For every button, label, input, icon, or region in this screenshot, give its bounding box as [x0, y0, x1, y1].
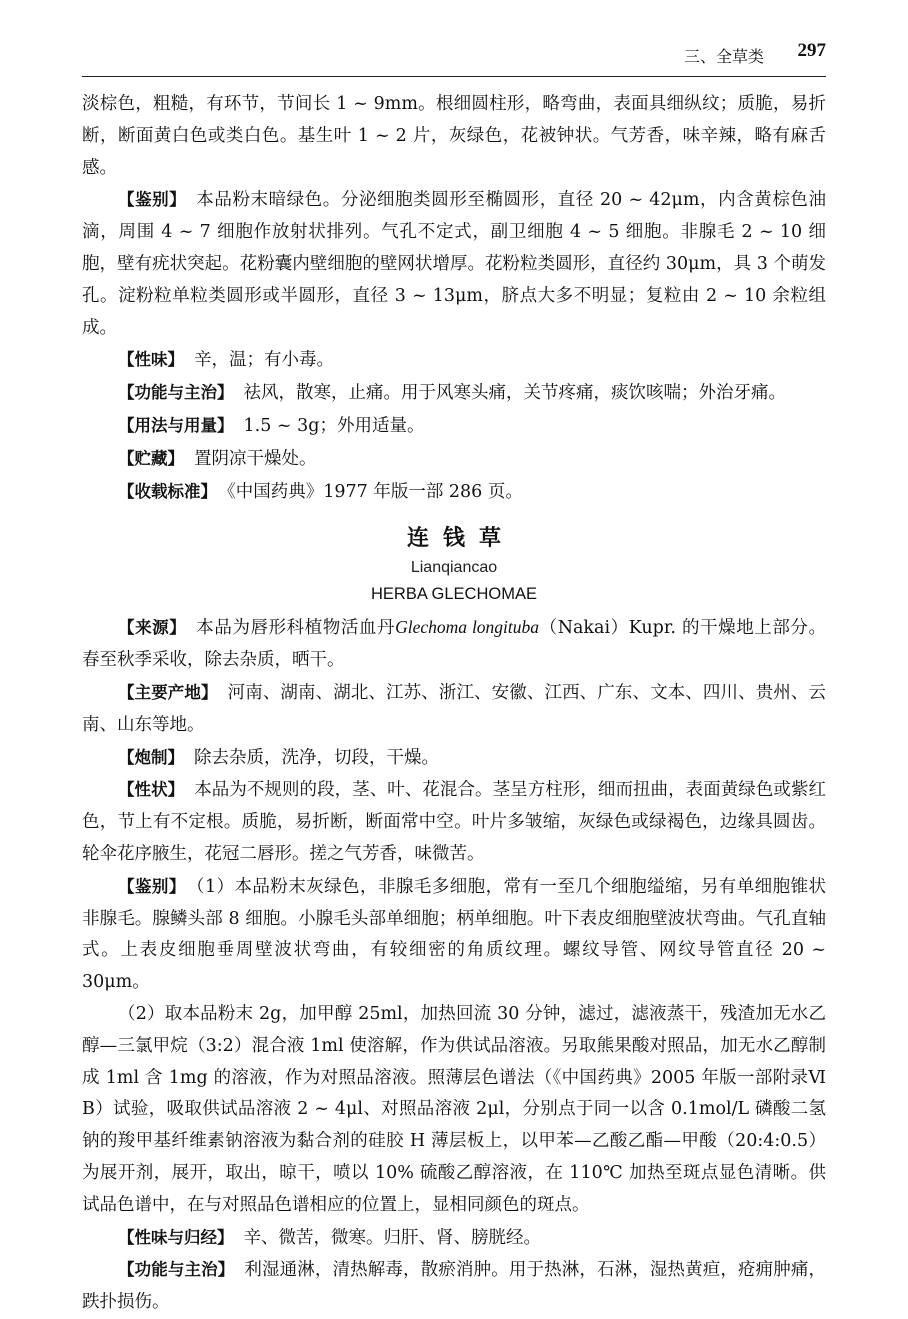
section-text: 祛风，散寒，止痛。用于风寒头痛，关节疼痛，痰饮咳喘；外治牙痛。: [243, 383, 786, 404]
section-name: 三、全草类: [683, 47, 764, 66]
section-label: 【用法与用量】: [118, 415, 234, 435]
section-text: 1.5 ~ 3g；外用适量。: [243, 415, 425, 436]
prev-function: [82, 377, 826, 410]
prev-standard: [82, 476, 826, 509]
section-text: 辛，温；有小毒。: [194, 350, 334, 371]
section-text: （Nakai）Kupr. 的干燥地上部分。春至秋季采收，除去杂质，晒干。: [82, 618, 827, 671]
page-body: [82, 89, 826, 1319]
section-label: 【主要产地】: [118, 682, 218, 702]
section-label: 【贮藏】: [118, 448, 184, 468]
section-text: （1）本品粉末灰绿色，非腺毛多细胞，常有一至几个细胞缢缩，另有单细胞锥状非腺毛。腺鳞头部 8 细胞。小腺毛头部单细胞；柄单细胞。叶下表皮细胞壁波状弯曲。气孔直轴式。上表皮细胞垂周壁波状弯曲，有较细密的角质纹理。螺纹导管、网纹导管直径 20 ~ 30μm。: [82, 876, 827, 993]
section-text: 《中国药典》1977 年版一部 286 页。: [227, 481, 523, 502]
running-header: [82, 38, 826, 77]
entry-processing: [82, 742, 826, 775]
entry-pinyin: Lianqiancao: [410, 559, 498, 577]
entry-title: 连钱草: [406, 526, 515, 552]
entry-source: [82, 612, 826, 677]
entry-heading: [82, 522, 826, 608]
entry-nature: [82, 1222, 826, 1255]
section-label: 【功能与主治】: [118, 383, 234, 403]
section-text: 本品粉末暗绿色。分泌细胞类圆形至椭圆形，直径 20 ~ 42μm，内含黄棕色油滴，周围 4 ~ 7 细胞作放射状排列。气孔不定式，副卫细胞 4 ~ 5 细胞。非腺毛 2 ~ 10 细胞，壁有疣状突起。花粉囊内壁细胞的壁网状增厚。花粉粒类圆形，直径约 30μm，具 3 个萌发孔。淀粉粒单粒类圆形或半圆形，直径 3 ~ 13μm，脐点大多不明显；复粒由 2 ~ 10 余粒组成。: [82, 190, 826, 338]
section-text: 利湿通淋，清热解毒，散瘀消肿。用于热淋，石淋，湿热黄疸，疮痈肿痛，跌扑损伤。: [82, 1260, 827, 1313]
page: [82, 38, 826, 1319]
section-label: 【收载标准】: [118, 481, 217, 501]
section-label: 【性状】: [118, 780, 185, 800]
section-label: 【鉴别】: [118, 190, 187, 210]
prev-identification: [82, 184, 826, 344]
entry-character: [82, 774, 826, 870]
section-label: 【鉴别】: [118, 876, 186, 896]
entry-identification: [82, 871, 826, 999]
species-name: Glechoma longituba: [395, 617, 540, 638]
prev-nature: [82, 344, 826, 377]
entry-origin: [82, 677, 826, 742]
prev-usage: [82, 410, 826, 443]
section-label: 【功能与主治】: [118, 1260, 235, 1280]
entry-latin-name: HERBA GLECHOMAE: [371, 585, 537, 604]
section-label: 【性味与归经】: [118, 1227, 234, 1247]
section-label: 【性味】: [118, 350, 184, 370]
continuation-paragraph: 淡棕色，粗糙，有环节，节间长 1 ~ 9mm。根细圆柱形，略弯曲，表面具细纵纹；质脆，易折断，断面黄白色或类白色。基生叶 1 ~ 2 片，灰绿色，花被钟状。气芳香，味辛辣，略有麻舌感。: [82, 94, 826, 178]
section-text: 置阴凉干燥处。: [194, 448, 317, 469]
entry-function: [82, 1254, 826, 1319]
section-text: 本品为不规则的段，茎、叶、花混合。茎呈方柱形，细而扭曲，表面黄绿色或紫红色，节上有不定根。质脆，易折断，断面常中空。叶片多皱缩，灰绿色或绿褐色，边缘具圆齿。轮伞花序腋生，花冠二唇形。搓之气芳香，味微苦。: [82, 780, 827, 864]
entry-identification-2: （2）取本品粉末 2g，加甲醇 25ml，加热回流 30 分钟，滤过，滤液蒸干，残渣加无水乙醇—三氯甲烷（3:2）混合液 1ml 使溶解，作为供试品溶液。另取熊果酸对照品，加无水乙醇制成 1ml 含 1mg 的溶液，作为对照品溶液。照薄层色谱法（《中国药典》2005 年版一部附录Ⅵ B）试验，吸取供试品溶液 2 ~ 4μl、对照品溶液 2μl，分别点于同一以含 0.1mol/L 磷酸二氢钠的羧甲基纤维素钠溶液为黏合剂的硅胶 H 薄层板上，以甲苯—乙酸乙酯—甲酸（20:4:0.5）为展开剂，展开，取出，晾干，喷以 10% 硫酸乙醇溶液，在 110℃ 加热至斑点显色清晰。供试品色谱中，在与对照品色谱相应的位置上，显相同颜色的斑点。: [82, 1003, 826, 1215]
section-text: 除去杂质，洗净，切段，干燥。: [194, 747, 439, 768]
section-text: 辛、微苦，微寒。归肝、肾、膀胱经。: [243, 1227, 541, 1248]
section-label: 【来源】: [118, 618, 187, 638]
section-text: 本品为唇形科植物活血丹: [196, 618, 396, 639]
page-number: 297: [797, 40, 826, 61]
prev-storage: [82, 443, 826, 476]
section-text: 河南、湖南、湖北、江苏、浙江、安徽、江西、广东、文本、四川、贵州、云南、山东等地。: [82, 682, 827, 735]
section-label: 【炮制】: [118, 747, 184, 767]
